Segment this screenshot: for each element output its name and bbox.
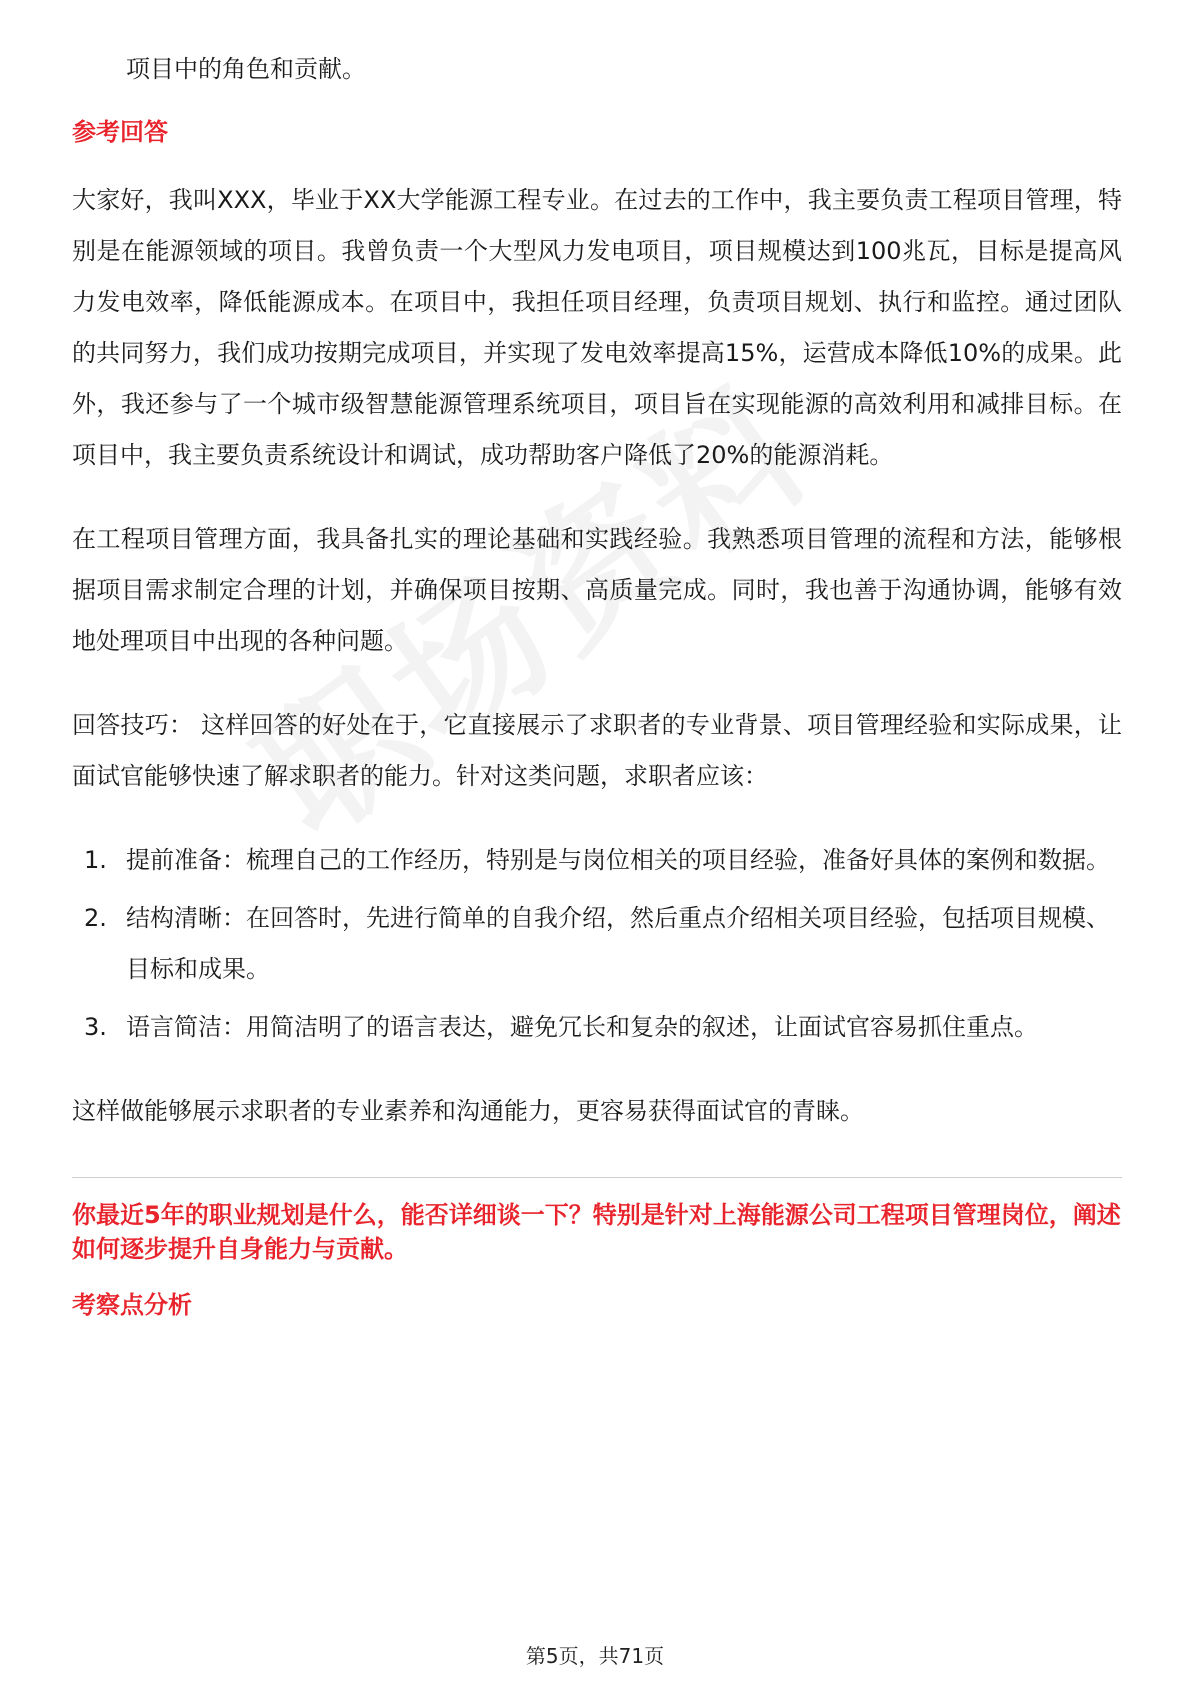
tips-list <box>72 835 1122 1053</box>
closing-paragraph: 这样做能够展示求职者的专业素养和沟通能力，更容易获得面试官的青睐。 <box>72 1097 864 1125</box>
section-divider <box>72 1177 1122 1178</box>
answer-heading: 参考回答 <box>72 118 168 146</box>
page-number: 第5页，共71页 <box>525 1644 665 1668</box>
intro-tail-text: 项目中的角色和贡献。 <box>126 55 366 83</box>
list-item <box>72 893 1122 995</box>
list-item <box>72 835 1122 886</box>
list-item-number: 2. <box>84 904 107 932</box>
tips-paragraph: 回答技巧： 这样回答的好处在于，它直接展示了求职者的专业背景、项目管理经验和实际成果，让面试官能够快速了解求职者的能力。针对这类问题，求职者应该： <box>72 711 1122 790</box>
list-item-number: 3. <box>84 1013 107 1041</box>
list-item <box>72 1002 1122 1053</box>
list-item-text: 结构清晰：在回答时，先进行简单的自我介绍，然后重点介绍相关项目经验，包括项目规模、目标和成果。 <box>126 904 1110 983</box>
analysis-heading: 考察点分析 <box>72 1291 192 1319</box>
list-item-number: 1. <box>84 846 107 874</box>
list-item-text: 语言简洁：用简洁明了的语言表达，避免冗长和复杂的叙述，让面试官容易抓住重点。 <box>126 1013 1038 1041</box>
answer-paragraph-1: 大家好，我叫XXX，毕业于XX大学能源工程专业。在过去的工作中，我主要负责工程项目管理，特别是在能源领域的项目。我曾负责一个大型风力发电项目，项目规模达到100兆瓦，目标是提高风力发电效率，降低能源成本。在项目中，我担任项目经理，负责项目规划、执行和监控。通过团队的共同努力，我们成功按期完成项目，并实现了发电效率提高15%，运营成本降低10%的成果。此外，我还参与了一个城市级智慧能源管理系统项目，项目旨在实现能源的高效利用和减排目标。在项目中，我主要负责系统设计和调试，成功帮助客户降低了20%的能源消耗。 <box>72 186 1122 469</box>
list-item-text: 提前准备：梳理自己的工作经历，特别是与岗位相关的项目经验，准备好具体的案例和数据。 <box>126 846 1110 874</box>
page-content <box>72 52 1122 1322</box>
answer-paragraph-2: 在工程项目管理方面，我具备扎实的理论基础和实践经验。我熟悉项目管理的流程和方法，能够根据项目需求制定合理的计划，并确保项目按期、高质量完成。同时，我也善于沟通协调，能够有效地处理项目中出现的各种问题。 <box>72 525 1122 655</box>
next-question: 你最近5年的职业规划是什么，能否详细谈一下？特别是针对上海能源公司工程项目管理岗位，阐述如何逐步提升自身能力与贡献。 <box>72 1201 1121 1263</box>
